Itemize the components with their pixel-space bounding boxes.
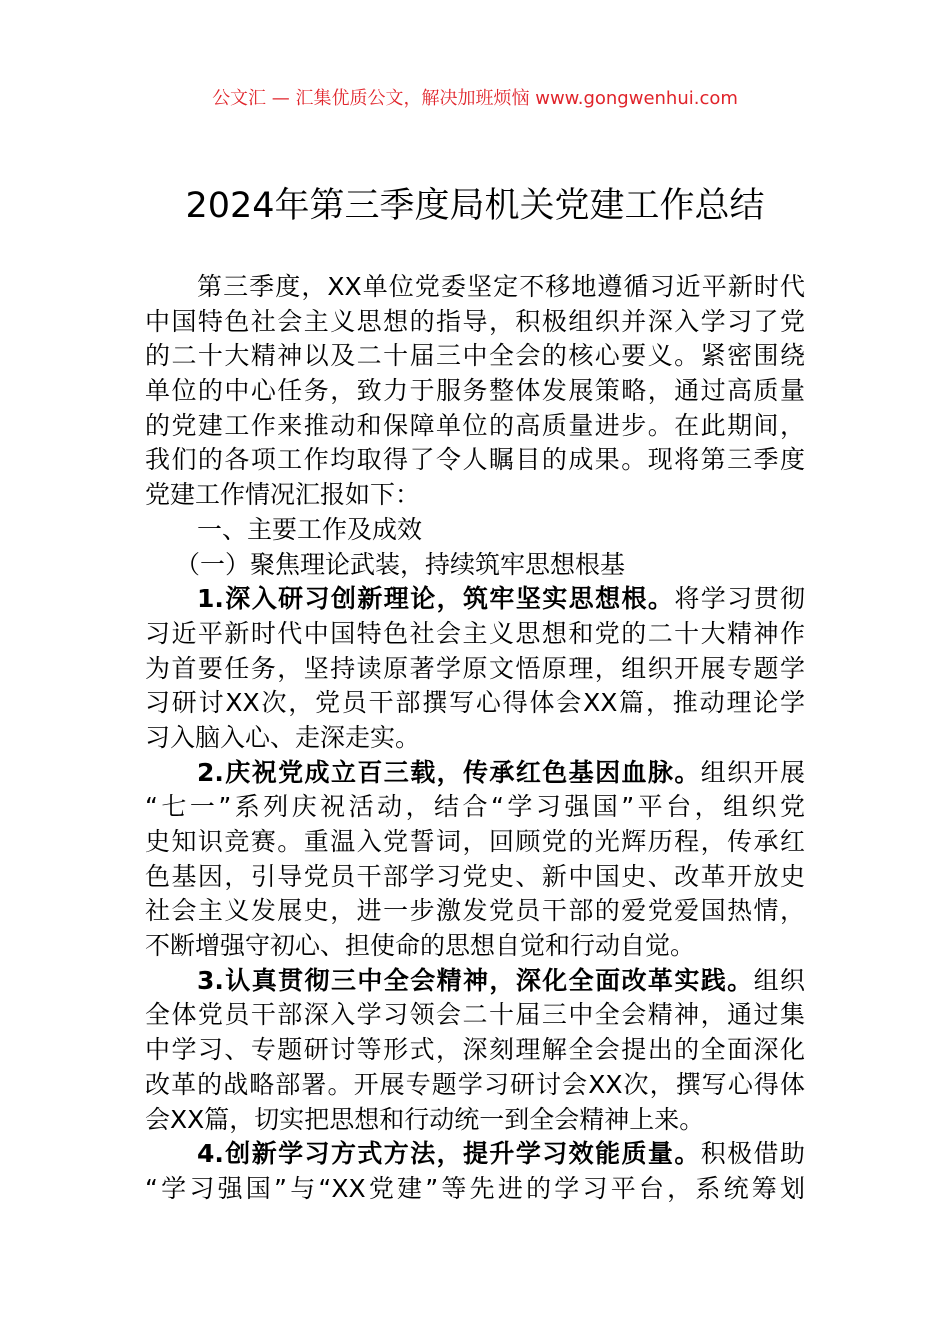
watermark-header: 公文汇 — 汇集优质公文，解决加班烦恼 www.gongwenhui.com [212,88,738,109]
line-text: 不断增强守初心、担使命的思想自觉和行动自觉。 [145,931,696,961]
line-text: 为首要任务，坚持读原著学原文悟原理，组织开展专题学 [145,653,805,683]
text-line [145,998,805,1033]
text-line [145,270,805,305]
text-line [145,790,805,825]
text-line [145,894,805,929]
text-line [145,1033,805,1068]
line-text: 习近平新时代中国特色社会主义思想和党的二十大精神作 [145,618,805,648]
document-body [145,270,805,1207]
line-text: 习研讨XX次，党员干部撰写心得体会XX篇，推动理论学 [145,688,805,718]
line-text: 一、主要工作及成效 [197,514,423,544]
line-text: 的党建工作来推动和保障单位的高质量进步。在此期间， [145,410,805,440]
text-line [145,305,805,340]
text-line [145,929,805,964]
text-line [145,1103,805,1138]
line-text: 将学习贯彻 [674,584,805,614]
text-line [145,1068,805,1103]
line-text: 中国特色社会主义思想的指导，积极组织并深入学习了党 [145,306,805,336]
text-line [145,652,805,687]
text-line [145,825,805,860]
line-text: 社会主义发展史，进一步激发党员干部的爱党爱国热情， [145,896,805,926]
line-text: 单位的中心任务，致力于服务整体发展策略，通过高质量 [145,376,805,406]
line-text: “学习强国”与“XX党建”等先进的学习平台，系统筹划 [145,1173,805,1203]
line-text: 的二十大精神以及二十届三中全会的核心要义。紧密围绕 [145,341,805,371]
text-line [145,964,805,999]
line-text: 党建工作情况汇报如下： [145,480,421,510]
text-line [145,860,805,895]
text-line [145,409,805,444]
line-text: 积极借助 [700,1139,805,1169]
bold-lead-heading: 3.认真贯彻三中全会精神，深化全面改革实践。 [197,965,754,995]
bold-lead-heading: 4.创新学习方式方法，提升学习效能质量。 [197,1139,701,1169]
line-text: 组织开展 [700,757,805,787]
line-text: 会XX篇，切实把思想和行动统一到全会精神上来。 [145,1104,705,1134]
line-text: 全体党员干部深入学习领会二十届三中全会精神，通过集 [145,1000,805,1030]
text-line [145,1172,805,1207]
line-text: 色基因，引导党员干部学习党史、新中国史、改革开放史 [145,861,805,891]
text-line [145,686,805,721]
text-line [145,478,805,513]
line-text: 改革的战略部署。开展专题学习研讨会XX次，撰写心得体 [145,1069,805,1099]
line-text: 中学习、专题研讨等形式，深刻理解全会提出的全面深化 [145,1035,805,1065]
text-line [145,756,805,791]
bold-lead-heading: 2.庆祝党成立百三载，传承红色基因血脉。 [197,757,701,787]
text-line [145,1137,805,1172]
line-text: “七一”系列庆祝活动，结合“学习强国”平台，组织党 [145,792,805,822]
bold-lead-heading: 1.深入研习创新理论，筑牢坚实思想根。 [197,584,675,614]
text-line [145,617,805,652]
line-text: 组织 [753,965,805,995]
document-title: 2024年第三季度局机关党建工作总结 [185,186,765,226]
text-line [145,513,805,548]
line-text: （一）聚焦理论武装，持续筑牢思想根基 [175,549,626,579]
text-line [145,443,805,478]
text-line [145,582,805,617]
text-line [145,339,805,374]
line-text: 史知识竞赛。重温入党誓词，回顾党的光辉历程，传承红 [145,827,805,856]
line-text: 习入脑入心、走深走实。 [145,722,421,752]
line-text: 我们的各项工作均取得了令人瞩目的成果。现将第三季度 [145,445,805,475]
text-line [145,548,805,583]
text-line [145,721,805,756]
text-line [145,374,805,409]
line-text: 第三季度，XX单位党委坚定不移地遵循习近平新时代 [197,272,805,301]
